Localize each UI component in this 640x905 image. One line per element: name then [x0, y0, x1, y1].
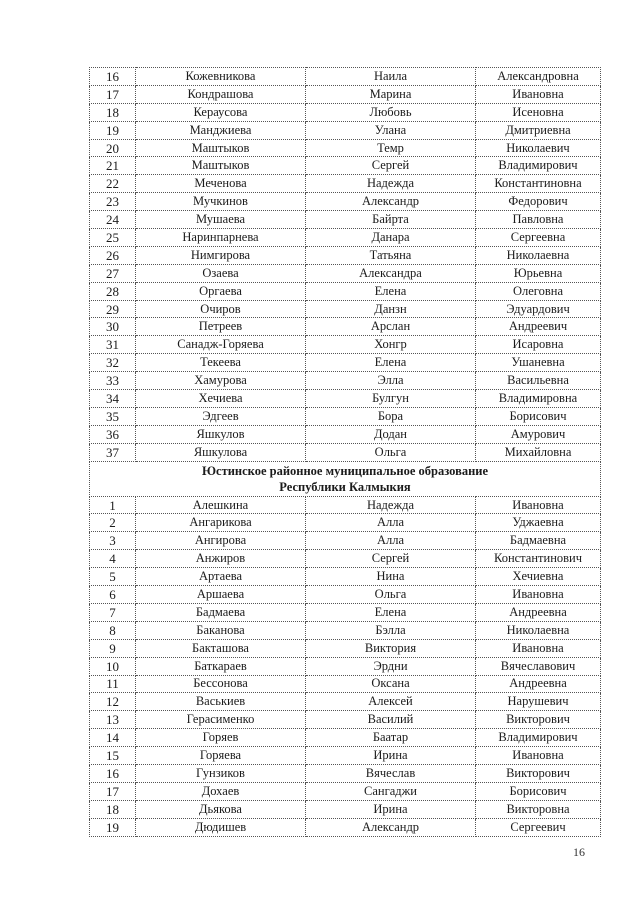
patronymic-cell: Бадмаевна: [476, 532, 601, 550]
last-name-cell: Яшкулова: [136, 443, 306, 461]
first-name-cell: Татьяна: [306, 246, 476, 264]
last-name-cell: Дьякова: [136, 800, 306, 818]
table-row: [90, 782, 601, 800]
page-number: 16: [573, 845, 585, 859]
patronymic-cell: Викторович: [476, 711, 601, 729]
last-name-cell: Алешкина: [136, 496, 306, 514]
first-name-cell: Хонгр: [306, 336, 476, 354]
last-name-cell: Эдгеев: [136, 407, 306, 425]
patronymic-cell: Викторовна: [476, 800, 601, 818]
first-name-cell: Александр: [306, 193, 476, 211]
row-number: 35: [90, 407, 136, 425]
section-title-line-1: Юстинское районное муниципальное образование: [201, 463, 489, 478]
row-number: 12: [90, 693, 136, 711]
patronymic-cell: Вячеславович: [476, 657, 601, 675]
row-number: 18: [90, 103, 136, 121]
patronymic-cell: Борисович: [476, 782, 601, 800]
table-row: [90, 425, 601, 443]
table-row: [90, 657, 601, 675]
table-row: [90, 390, 601, 408]
last-name-cell: Бессонова: [136, 675, 306, 693]
section-title-line-2: Республики Калмыкия: [279, 479, 411, 494]
row-number: 19: [90, 818, 136, 836]
first-name-cell: Любовь: [306, 103, 476, 121]
table-row: [90, 621, 601, 639]
first-name-cell: Надежда: [306, 175, 476, 193]
patronymic-cell: Васильевна: [476, 372, 601, 390]
row-number: 27: [90, 264, 136, 282]
row-number: 17: [90, 782, 136, 800]
table-row: [90, 103, 601, 121]
first-name-cell: Виктория: [306, 639, 476, 657]
first-name-cell: Василий: [306, 711, 476, 729]
patronymic-cell: Николаевич: [476, 139, 601, 157]
first-name-cell: Баатар: [306, 729, 476, 747]
row-number: 8: [90, 621, 136, 639]
last-name-cell: Артаева: [136, 568, 306, 586]
patronymic-cell: Исаровна: [476, 336, 601, 354]
first-name-cell: Додан: [306, 425, 476, 443]
last-name-cell: Дохаев: [136, 782, 306, 800]
last-name-cell: Горяева: [136, 747, 306, 765]
first-name-cell: Елена: [306, 603, 476, 621]
first-name-cell: Александра: [306, 264, 476, 282]
first-name-cell: Сергей: [306, 550, 476, 568]
table-row: [90, 318, 601, 336]
table-row: [90, 68, 601, 86]
patronymic-cell: Эдуардович: [476, 300, 601, 318]
last-name-cell: Петреев: [136, 318, 306, 336]
last-name-cell: Манджиева: [136, 121, 306, 139]
first-name-cell: Алексей: [306, 693, 476, 711]
last-name-cell: Маштыков: [136, 139, 306, 157]
last-name-cell: Баткараев: [136, 657, 306, 675]
table-row: [90, 532, 601, 550]
table-row: [90, 568, 601, 586]
patronymic-cell: Уджаевна: [476, 514, 601, 532]
patronymic-cell: Павловна: [476, 211, 601, 229]
first-name-cell: Булгун: [306, 390, 476, 408]
table-row: [90, 175, 601, 193]
first-name-cell: Алла: [306, 532, 476, 550]
table-row: [90, 229, 601, 247]
first-name-cell: Оксана: [306, 675, 476, 693]
table-row: [90, 675, 601, 693]
first-name-cell: Ирина: [306, 747, 476, 765]
row-number: 21: [90, 157, 136, 175]
last-name-cell: Наринпарнева: [136, 229, 306, 247]
table-row: [90, 747, 601, 765]
first-name-cell: Темр: [306, 139, 476, 157]
section-header-row: [90, 461, 601, 496]
last-name-cell: Кераусова: [136, 103, 306, 121]
patronymic-cell: Константиновна: [476, 175, 601, 193]
table-row: [90, 407, 601, 425]
table-row: [90, 764, 601, 782]
last-name-cell: Ангирова: [136, 532, 306, 550]
first-name-cell: Элла: [306, 372, 476, 390]
table-row: [90, 300, 601, 318]
row-number: 17: [90, 85, 136, 103]
last-name-cell: Васькиев: [136, 693, 306, 711]
row-number: 16: [90, 68, 136, 86]
table-row: [90, 157, 601, 175]
patronymic-cell: Андреевна: [476, 675, 601, 693]
patronymic-cell: Юрьевна: [476, 264, 601, 282]
table-row: [90, 514, 601, 532]
patronymic-cell: Нарушевич: [476, 693, 601, 711]
patronymic-cell: Ивановна: [476, 639, 601, 657]
row-number: 13: [90, 711, 136, 729]
table-row: [90, 139, 601, 157]
row-number: 26: [90, 246, 136, 264]
first-name-cell: Алла: [306, 514, 476, 532]
row-number: 37: [90, 443, 136, 461]
table-section-header: [90, 461, 601, 496]
patronymic-cell: Николаевна: [476, 621, 601, 639]
last-name-cell: Горяев: [136, 729, 306, 747]
row-number: 9: [90, 639, 136, 657]
table-row: [90, 586, 601, 604]
row-number: 6: [90, 586, 136, 604]
patronymic-cell: Ивановна: [476, 85, 601, 103]
last-name-cell: Мушаева: [136, 211, 306, 229]
table-row: [90, 121, 601, 139]
patronymic-cell: Николаевна: [476, 246, 601, 264]
patronymic-cell: Александровна: [476, 68, 601, 86]
patronymic-cell: Борисович: [476, 407, 601, 425]
first-name-cell: Эрдни: [306, 657, 476, 675]
last-name-cell: Бадмаева: [136, 603, 306, 621]
patronymic-cell: Олеговна: [476, 282, 601, 300]
patronymic-cell: Сергеевич: [476, 818, 601, 836]
first-name-cell: Данзн: [306, 300, 476, 318]
first-name-cell: Надежда: [306, 496, 476, 514]
row-number: 19: [90, 121, 136, 139]
patronymic-cell: Федорович: [476, 193, 601, 211]
first-name-cell: Данара: [306, 229, 476, 247]
first-name-cell: Елена: [306, 282, 476, 300]
patronymic-cell: Константинович: [476, 550, 601, 568]
row-number: 18: [90, 800, 136, 818]
table-row: [90, 729, 601, 747]
first-name-cell: Ольга: [306, 443, 476, 461]
first-name-cell: Наила: [306, 68, 476, 86]
table-row: [90, 193, 601, 211]
patronymic-cell: Исеновна: [476, 103, 601, 121]
first-name-cell: Сергей: [306, 157, 476, 175]
row-number: 30: [90, 318, 136, 336]
patronymic-cell: Михайловна: [476, 443, 601, 461]
first-name-cell: Сангаджи: [306, 782, 476, 800]
table-row: [90, 246, 601, 264]
last-name-cell: Мучкинов: [136, 193, 306, 211]
row-number: 25: [90, 229, 136, 247]
last-name-cell: Кондрашова: [136, 85, 306, 103]
first-name-cell: Марина: [306, 85, 476, 103]
table-row: [90, 354, 601, 372]
last-name-cell: Бакташова: [136, 639, 306, 657]
row-number: 15: [90, 747, 136, 765]
patronymic-cell: Ивановна: [476, 586, 601, 604]
section-title: [90, 461, 601, 496]
patronymic-cell: Хечиевна: [476, 568, 601, 586]
row-number: 33: [90, 372, 136, 390]
last-name-cell: Меченова: [136, 175, 306, 193]
first-name-cell: Бэлла: [306, 621, 476, 639]
row-number: 36: [90, 425, 136, 443]
table-row: [90, 85, 601, 103]
last-name-cell: Аршаева: [136, 586, 306, 604]
row-number: 29: [90, 300, 136, 318]
row-number: 23: [90, 193, 136, 211]
last-name-cell: Очиров: [136, 300, 306, 318]
last-name-cell: Текеева: [136, 354, 306, 372]
row-number: 3: [90, 532, 136, 550]
document-page: [89, 67, 600, 837]
table-row: [90, 693, 601, 711]
table-row: [90, 264, 601, 282]
row-number: 7: [90, 603, 136, 621]
patronymic-cell: Владимирович: [476, 729, 601, 747]
row-number: 22: [90, 175, 136, 193]
table-row: [90, 336, 601, 354]
row-number: 10: [90, 657, 136, 675]
row-number: 14: [90, 729, 136, 747]
first-name-cell: Нина: [306, 568, 476, 586]
names-table: [89, 67, 601, 837]
last-name-cell: Гунзиков: [136, 764, 306, 782]
row-number: 32: [90, 354, 136, 372]
last-name-cell: Хечиева: [136, 390, 306, 408]
last-name-cell: Нимгирова: [136, 246, 306, 264]
patronymic-cell: Ушаневна: [476, 354, 601, 372]
row-number: 24: [90, 211, 136, 229]
row-number: 11: [90, 675, 136, 693]
table-row: [90, 443, 601, 461]
row-number: 5: [90, 568, 136, 586]
last-name-cell: Герасименко: [136, 711, 306, 729]
table-section-b: [90, 496, 601, 836]
last-name-cell: Баканова: [136, 621, 306, 639]
table-row: [90, 282, 601, 300]
row-number: 1: [90, 496, 136, 514]
last-name-cell: Оргаева: [136, 282, 306, 300]
last-name-cell: Анжиров: [136, 550, 306, 568]
patronymic-cell: Андреевна: [476, 603, 601, 621]
last-name-cell: Ангарикова: [136, 514, 306, 532]
row-number: 34: [90, 390, 136, 408]
last-name-cell: Хамурова: [136, 372, 306, 390]
table-row: [90, 711, 601, 729]
patronymic-cell: Сергеевна: [476, 229, 601, 247]
table-row: [90, 639, 601, 657]
row-number: 28: [90, 282, 136, 300]
last-name-cell: Дюдишев: [136, 818, 306, 836]
patronymic-cell: Ивановна: [476, 747, 601, 765]
table-row: [90, 211, 601, 229]
first-name-cell: Ирина: [306, 800, 476, 818]
last-name-cell: Санадж-Горяева: [136, 336, 306, 354]
first-name-cell: Елена: [306, 354, 476, 372]
table-row: [90, 550, 601, 568]
patronymic-cell: Андреевич: [476, 318, 601, 336]
last-name-cell: Озаева: [136, 264, 306, 282]
table-row: [90, 372, 601, 390]
row-number: 16: [90, 764, 136, 782]
row-number: 2: [90, 514, 136, 532]
last-name-cell: Маштыков: [136, 157, 306, 175]
first-name-cell: Вячеслав: [306, 764, 476, 782]
first-name-cell: Александр: [306, 818, 476, 836]
patronymic-cell: Викторович: [476, 764, 601, 782]
row-number: 4: [90, 550, 136, 568]
first-name-cell: Байрта: [306, 211, 476, 229]
row-number: 20: [90, 139, 136, 157]
table-row: [90, 800, 601, 818]
patronymic-cell: Владимирович: [476, 157, 601, 175]
last-name-cell: Яшкулов: [136, 425, 306, 443]
table-row: [90, 818, 601, 836]
last-name-cell: Кожевникова: [136, 68, 306, 86]
first-name-cell: Бора: [306, 407, 476, 425]
table-row: [90, 603, 601, 621]
row-number: 31: [90, 336, 136, 354]
patronymic-cell: Амурович: [476, 425, 601, 443]
first-name-cell: Улана: [306, 121, 476, 139]
table-section-a: [90, 68, 601, 462]
patronymic-cell: Владимировна: [476, 390, 601, 408]
first-name-cell: Ольга: [306, 586, 476, 604]
patronymic-cell: Дмитриевна: [476, 121, 601, 139]
patronymic-cell: Ивановна: [476, 496, 601, 514]
table-row: [90, 496, 601, 514]
first-name-cell: Арслан: [306, 318, 476, 336]
